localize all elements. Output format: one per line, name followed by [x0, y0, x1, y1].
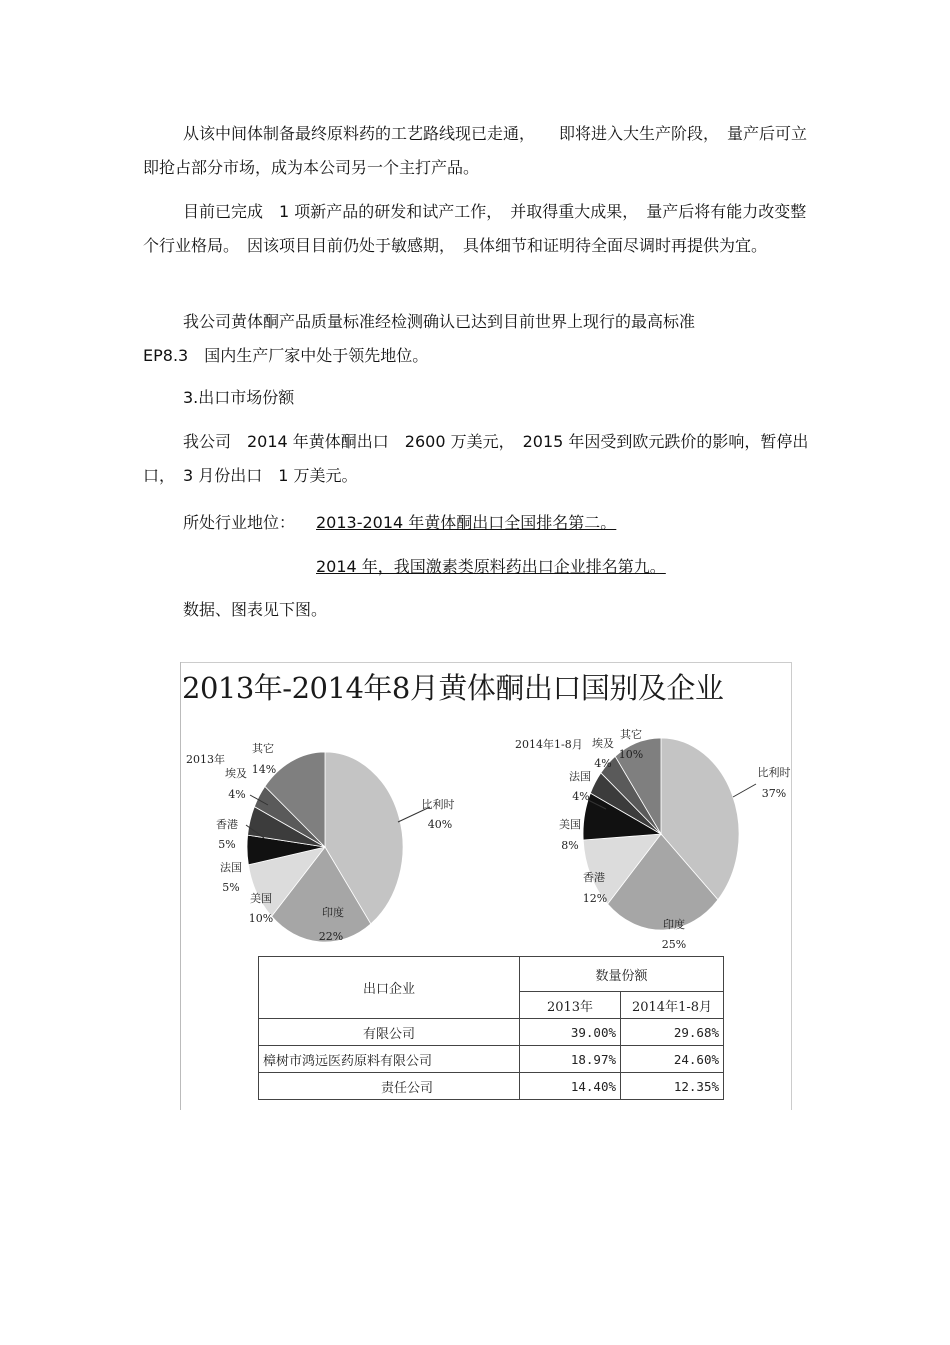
table-row — [259, 1073, 724, 1100]
leader-line — [733, 784, 756, 797]
slice-percent: 25% — [661, 938, 687, 951]
slice-percent: 22% — [318, 930, 344, 943]
slice-percent: 40% — [427, 818, 453, 831]
slice-percent: 4% — [594, 757, 612, 770]
chart-title: 2013年-2014年8月黄体酮出口国别及企业 — [182, 671, 724, 705]
industry-rank-2: 2014 年，我国激素类原料药出口企业排名第九。 — [316, 557, 666, 576]
slice-percent: 37% — [761, 787, 787, 800]
table-cell-company: 有限公司 — [259, 1019, 520, 1046]
table-cell-2014: 24.60% — [621, 1046, 724, 1073]
slice-label: 其它 — [252, 742, 274, 755]
see-below-note: 数据、图表见下图。 — [183, 600, 328, 619]
slice-label: 其它 — [620, 728, 642, 741]
table-header-2014: 2014年1-8月 — [621, 992, 724, 1019]
slice-label: 埃及 — [592, 737, 614, 750]
slice-label: 埃及 — [225, 767, 247, 780]
paragraph-quality-standard-line2: EP8.3 国内生产厂家中处于领先地位。 — [143, 346, 429, 365]
slice-percent: 4% — [572, 790, 590, 803]
paragraph-quality-standard: 我公司黄体酮产品质量标准经检测确认已达到目前世界上现行的最高标准 — [183, 312, 696, 331]
slice-label: 法国 — [569, 770, 591, 783]
table-header-company: 出口企业 — [259, 957, 520, 1019]
slice-label: 比利时 — [757, 766, 791, 779]
series-label: 2014年1-8月 — [515, 738, 583, 751]
slice-percent: 8% — [561, 839, 579, 852]
slice-percent: 5% — [222, 881, 240, 894]
slice-percent: 10% — [618, 748, 644, 761]
export-company-table — [258, 956, 724, 1100]
section-heading-export-share: 3.出口市场份额 — [183, 388, 295, 407]
paragraph-process-route: 从该中间体制备最终原料药的工艺路线现已走通， 即将进入大生产阶段， 量产后可立即抢占部分市场，成为本公司另一个主打产品。 — [143, 124, 808, 177]
pie-charts — [180, 662, 792, 962]
slice-percent: 5% — [218, 838, 236, 851]
table-row — [259, 1019, 724, 1046]
table-cell-2014: 29.68% — [621, 1019, 724, 1046]
table-cell-company: 樟树市鸿远医药原料有限公司 — [259, 1046, 520, 1073]
export-chart-figure — [180, 662, 792, 1110]
slice-label: 比利时 — [421, 798, 455, 811]
slice-label: 香港 — [216, 818, 238, 831]
table-row — [259, 1046, 724, 1073]
slice-label: 印度 — [322, 906, 344, 919]
paragraph-export-value: 我公司 2014 年黄体酮出口 2600 万美元， 2015 年因受到欧元跌价的影响，暂停出口， 3 月份出口 1 万美元。 — [143, 432, 809, 485]
slice-percent: 4% — [228, 788, 246, 801]
table-cell-2013: 18.97% — [520, 1046, 621, 1073]
table-header-share: 数量份额 — [520, 957, 724, 992]
table-header-2013: 2013年 — [520, 992, 621, 1019]
table-cell-2014: 12.35% — [621, 1073, 724, 1100]
slice-label: 美国 — [250, 892, 272, 905]
paragraph-new-product: 目前已完成 1 项新产品的研发和试产工作， 并取得重大成果， 量产后将有能力改变整个行业格局。 因该项目目前仍处于敏感期， 具体细节和证明待全面尽调时再提供为宜。 — [143, 202, 807, 255]
slice-percent: 14% — [251, 763, 277, 776]
slice-percent: 12% — [582, 892, 608, 905]
table-cell-company: 责任公司 — [259, 1073, 520, 1100]
slice-label: 香港 — [583, 871, 605, 884]
slice-percent: 10% — [248, 912, 274, 925]
table-cell-2013: 14.40% — [520, 1073, 621, 1100]
industry-rank-label: 所处行业地位： — [183, 513, 296, 532]
slice-label: 美国 — [559, 818, 581, 831]
slice-label: 法国 — [220, 861, 242, 874]
table-cell-2013: 39.00% — [520, 1019, 621, 1046]
industry-rank-1: 2013-2014 年黄体酮出口全国排名第二。 — [316, 513, 617, 532]
series-label: 2013年 — [186, 753, 225, 766]
slice-label: 印度 — [663, 918, 685, 931]
